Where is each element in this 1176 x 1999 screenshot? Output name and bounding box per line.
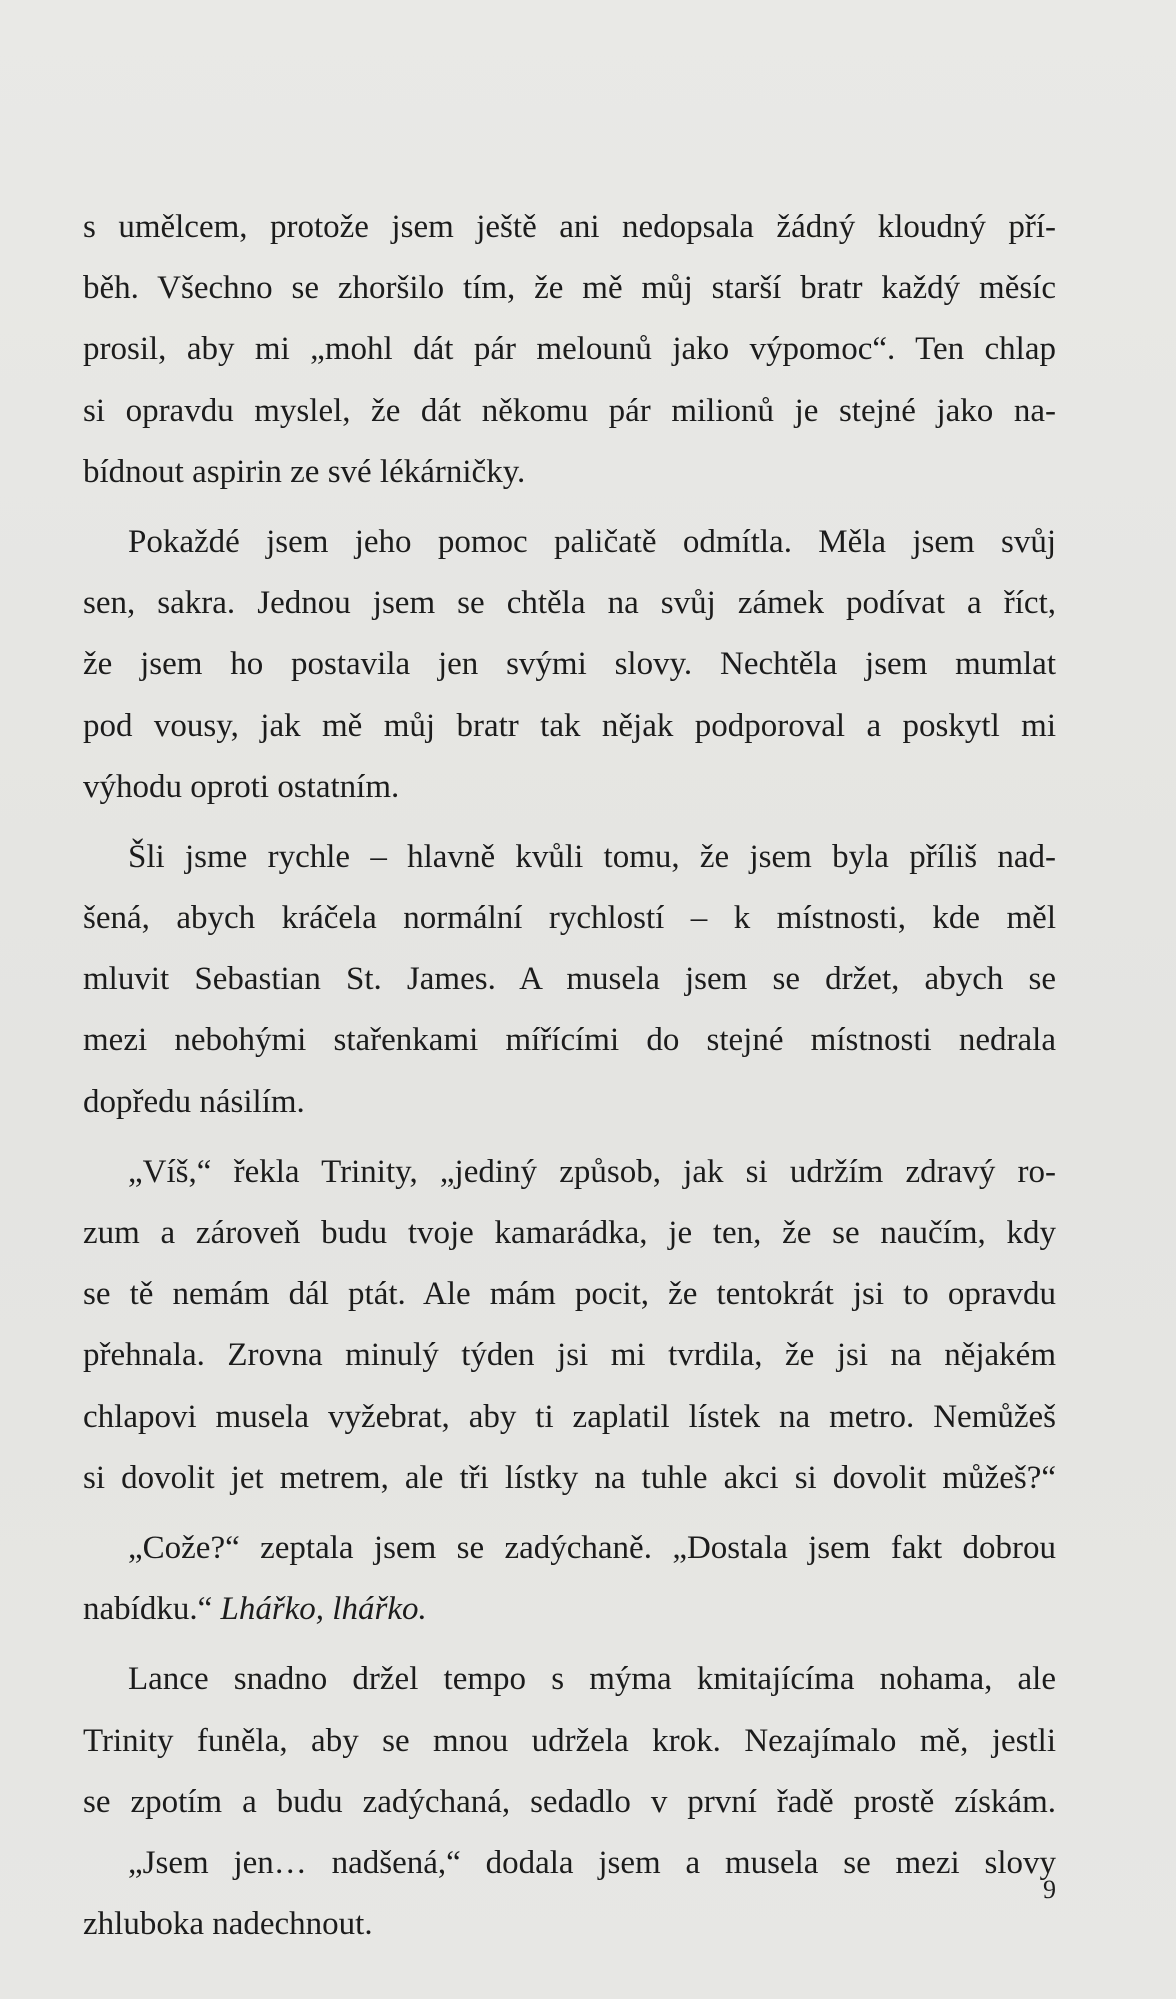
text-line: si opravdu myslel, že dát někomu pár milionů je stejné jako na- (83, 392, 1056, 429)
text-line (83, 1579, 1056, 1640)
italic-phrase: Lhářko, lhářko. (220, 1591, 427, 1628)
text-line: zhluboka nadechnout. (83, 1906, 373, 1943)
text-line: „Cože?“ zeptala jsem se zadýchaně. „Dostala jsem fakt dobrou (128, 1529, 1056, 1566)
text-line: se zpotím a budu zadýchaná, sedadlo v první řadě prostě získám. (83, 1783, 1056, 1820)
text-line: šená, abych kráčela normální rychlostí – k místnosti, kde měl (83, 900, 1056, 937)
text-line: dopředu násilím. (83, 1083, 305, 1120)
text-line: běh. Všechno se zhoršilo tím, že mě můj starší bratr každý měsíc (83, 270, 1056, 307)
text-line: chlapovi musela vyžebrat, aby ti zaplatil lístek na metro. Nemůžeš (83, 1398, 1056, 1435)
text-line: prosil, aby mi „mohl dát pár melounů jako výpomoc“. Ten chlap (83, 331, 1056, 368)
text-line: Šli jsme rychle – hlavně kvůli tomu, že jsem byla příliš nad- (128, 838, 1056, 875)
text-line: že jsem ho postavila jen svými slovy. Nechtěla jsem mumlat (83, 646, 1056, 683)
body-text (83, 197, 1056, 1955)
text-line: sen, sakra. Jednou jsem se chtěla na svůj zámek podívat a říct, (83, 585, 1056, 622)
text-line: Pokaždé jsem jeho pomoc paličatě odmítla. Měla jsem svůj (128, 523, 1056, 560)
text-line: pod vousy, jak mě můj bratr tak nějak podporoval a poskytl mi (83, 707, 1056, 744)
text-line: s umělcem, protože jsem ještě ani nedopsala žádný kloudný pří- (83, 209, 1056, 245)
text-line: mezi nebohými stařenkami mířícími do stejné místnosti nedrala (83, 1022, 1056, 1059)
text-line: Lance snadno držel tempo s mýma kmitajícíma nohama, ale (128, 1661, 1056, 1698)
text-line: bídnout aspirin ze své lékárničky. (83, 453, 526, 490)
text-segment: nabídku.“ (83, 1591, 221, 1628)
text-line: „Jsem jen… nadšená,“ dodala jsem a musela se mezi slovy (128, 1844, 1056, 1881)
text-line: si dovolit jet metrem, ale tři lístky na tuhle akci si dovolit můžeš?“ (83, 1459, 1056, 1496)
text-line: se tě nemám dál ptát. Ale mám pocit, že tentokrát jsi to opravdu (83, 1276, 1056, 1313)
text-line: mluvit Sebastian St. James. A musela jsem se držet, abych se (83, 961, 1056, 998)
text-line: zum a zároveň budu tvoje kamarádka, je ten, že se naučím, kdy (83, 1215, 1056, 1251)
text-line: „Víš,“ řekla Trinity, „jediný způsob, jak si udržím zdravý ro- (128, 1153, 1056, 1190)
text-line: Trinity funěla, aby se mnou udržela krok. Nezajímalo mě, jestli (83, 1722, 1056, 1759)
text-line: výhodu oproti ostatním. (83, 768, 400, 805)
text-line: přehnala. Zrovna minulý týden jsi mi tvrdila, že jsi na nějakém (83, 1337, 1056, 1374)
page-number: 9 (1043, 1875, 1056, 1904)
